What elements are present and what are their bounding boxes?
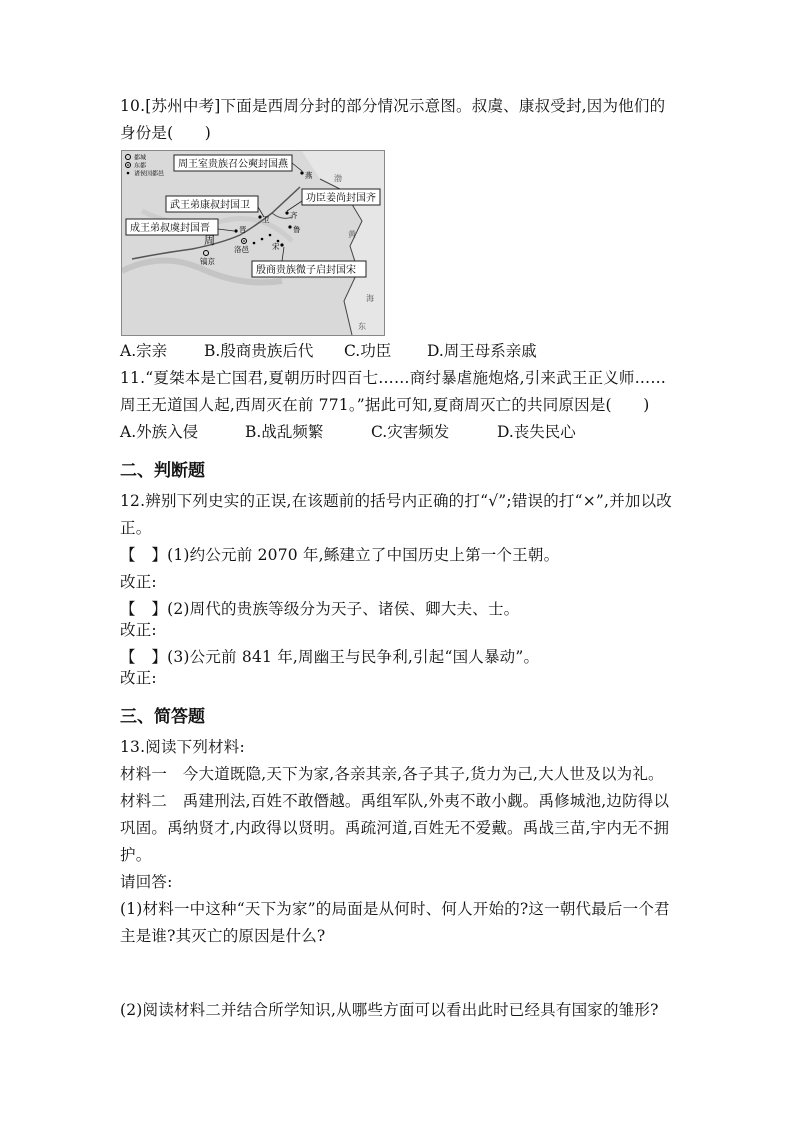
- map-drawing: [122, 151, 384, 335]
- q12-item-1-correction[interactable]: 改正:: [120, 573, 157, 591]
- q13-material-2-line1: 材料二 禹建刑法,百姓不敢僭越。禹组军队,外夷不敢小觑。禹修城池,边防得以: [120, 792, 670, 810]
- q10-option-a[interactable]: A.宗亲: [120, 342, 168, 360]
- section-heading-judgment: 二、判断题: [120, 461, 205, 481]
- q10-stem-line2: 身份是( ): [120, 124, 211, 142]
- q13-intro: 13.阅读下列材料:: [120, 738, 245, 756]
- q13-part2: (2)阅读材料二并结合所学知识,从哪些方面可以看出此时已经具有国家的雏形?: [120, 1001, 659, 1019]
- svg-text:武王弟康叔封国卫: 武王弟康叔封国卫: [170, 200, 250, 211]
- q12-item-1: 【 】(1)约公元前 2070 年,鲧建立了中国历史上第一个王朝。: [120, 546, 560, 564]
- svg-text:殷商贵族微子启封国宋: 殷商贵族微子启封国宋: [256, 265, 356, 276]
- q12-item-3-correction[interactable]: 改正:: [120, 669, 157, 687]
- place-haojing: 镐京: [200, 257, 215, 266]
- place-yan: 燕: [305, 171, 313, 180]
- q11-stem-line2: 周王无道国人起,西周灭在前 771。”据此可知,夏商周灭亡的共同原因是( ): [120, 396, 650, 414]
- sea-label-dong: 东: [358, 322, 366, 331]
- legend-vassal-city: 诸侯国都邑: [134, 170, 165, 178]
- legend-capital: 都城: [134, 154, 147, 162]
- q12-stem-line1: 12.辨别下列史实的正误,在该题前的括号内正确的打“√”;错误的打“×”,并加以改: [120, 492, 672, 510]
- q13-prompt: 请回答:: [120, 873, 173, 891]
- place-song: 宋: [272, 242, 280, 251]
- svg-text:功臣姜尚封国齐: 功臣姜尚封国齐: [306, 193, 376, 204]
- q10-option-b[interactable]: B.殷商贵族后代: [204, 342, 314, 360]
- q10-stem-line1: 10.[苏州中考]下面是西周分封的部分情况示意图。叔虞、康叔受封,因为他们的: [120, 97, 666, 115]
- map-label-song: [252, 247, 366, 277]
- place-jin: 晋: [239, 225, 247, 234]
- q11-option-d[interactable]: D.丧失民心: [497, 423, 576, 441]
- q12-item-2-correction[interactable]: 改正:: [120, 621, 157, 639]
- place-wei: 卫: [262, 215, 270, 224]
- sea-label-huang: 黄: [348, 230, 356, 239]
- q12-stem-line2: 正。: [120, 519, 152, 537]
- map-label-yan: [174, 155, 302, 171]
- q13-part1-line1: (1)材料一中这种“天下为家”的局面是从何时、何人开始的?这一朝代最后一个君: [120, 900, 670, 918]
- sea-label-hai: 海: [366, 294, 374, 303]
- q10-options: [120, 340, 537, 362]
- q10-option-c[interactable]: C.功臣: [344, 342, 392, 360]
- q13-material-2-line2: 巩固。禹纳贤才,内政得以贤明。禹疏河道,百姓无不爱戴。禹战三苗,宇内无不拥: [120, 819, 670, 837]
- map-label-jin: [126, 219, 234, 235]
- q11-option-a[interactable]: A.外族入侵: [120, 423, 199, 441]
- legend-east-capital: 东都: [134, 162, 147, 170]
- q12-item-3: 【 】(3)公元前 841 年,周幽王与民争利,引起“国人暴动”。: [120, 648, 540, 666]
- place-qi: 齐: [290, 211, 298, 220]
- place-luoyi: 洛邑: [234, 245, 249, 254]
- q11-options: [120, 421, 576, 443]
- western-zhou-fief-map: [121, 150, 385, 336]
- place-lu: 鲁: [293, 225, 301, 234]
- place-zhou: 周: [204, 234, 215, 247]
- q13-material-1: 材料一 今大道既隐,天下为家,各亲其亲,各子其子,货力为己,大人世及以为礼。: [120, 765, 664, 783]
- map-legend: [126, 154, 165, 178]
- q11-stem-line1: 11.“夏桀本是亡国君,夏朝历时四百七……商纣暴虐施炮烙,引来武王正义师……: [120, 369, 667, 387]
- sea-label-bo: 渤: [334, 174, 342, 183]
- map-label-wei: [166, 196, 264, 217]
- svg-text:成王弟叔虞封国晋: 成王弟叔虞封国晋: [130, 223, 210, 234]
- svg-text:周王室贵族召公奭封国燕: 周王室贵族召公奭封国燕: [178, 159, 288, 170]
- q11-option-b[interactable]: B.战乱频繁: [245, 423, 324, 441]
- q13-part1-line2: 主是谁?其灭亡的原因是什么?: [120, 927, 326, 945]
- section-heading-short-answer: 三、简答题: [120, 707, 205, 727]
- q10-option-d[interactable]: D.周王母系亲戚: [427, 342, 537, 360]
- q11-option-c[interactable]: C.灾害频发: [371, 423, 450, 441]
- q13-material-2-line3: 护。: [120, 846, 152, 864]
- q12-item-2: 【 】(2)周代的贵族等级分为天子、诸侯、卿大夫、士。: [120, 600, 520, 618]
